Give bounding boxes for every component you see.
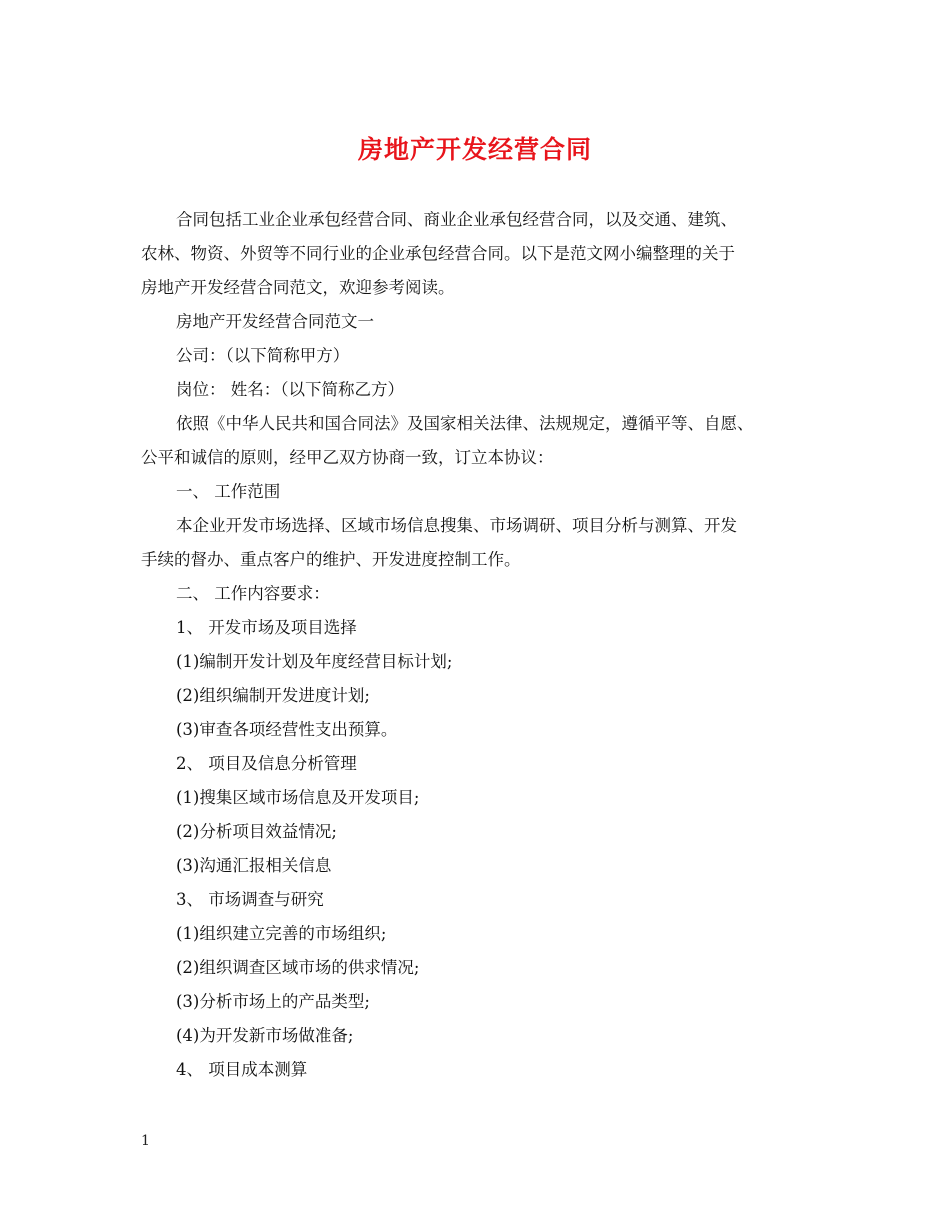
body-line: 依照《中华人民共和国合同法》及国家相关法律、法规规定，遵循平等、自愿、 [176, 414, 754, 433]
body-line: 本企业开发市场选择、区域市场信息搜集、市场调研、项目分析与测算、开发 [176, 516, 737, 535]
body-line: (1)搜集区域市场信息及开发项目; [176, 788, 420, 807]
body-line: 房地产开发经营合同范文一 [176, 312, 374, 331]
body-line: (1)组织建立完善的市场组织; [176, 924, 387, 943]
body-line: 2、 项目及信息分析管理 [176, 754, 357, 773]
body-line: (3)沟通汇报相关信息 [176, 856, 332, 875]
body-line: (1)编制开发计划及年度经营目标计划; [176, 652, 453, 671]
body-line: 一、 工作范围 [176, 482, 281, 501]
body-line: (3)审查各项经营性支出预算。 [176, 720, 398, 739]
body-line: 4、 项目成本测算 [176, 1060, 308, 1079]
body-line: 手续的督办、重点客户的维护、开发进度控制工作。 [141, 550, 521, 569]
body-line: (3)分析市场上的产品类型; [176, 992, 370, 1011]
body-line: 公平和诚信的原则，经甲乙双方协商一致，订立本协议： [141, 448, 554, 467]
body-line: 二、 工作内容要求： [176, 584, 330, 603]
body-line: (2)组织调查区域市场的供求情况; [176, 958, 420, 977]
body-line: 房地产开发经营合同范文，欢迎参考阅读。 [141, 278, 455, 297]
body-line: 岗位： 姓名：（以下简称乙方） [176, 380, 404, 399]
body-line: 1、 开发市场及项目选择 [176, 618, 357, 637]
page-number: 1 [141, 1133, 150, 1149]
body-line: 农林、物资、外贸等不同行业的企业承包经营合同。以下是范文网小编整理的关于 [141, 244, 735, 263]
body-line: (2)分析项目效益情况; [176, 822, 337, 841]
body-line: (2)组织编制开发进度计划; [176, 686, 370, 705]
body-line: 3、 市场调查与研究 [176, 890, 324, 909]
body-line: 公司：（以下简称甲方） [176, 346, 350, 365]
body-line: 合同包括工业企业承包经营合同、商业企业承包经营合同，以及交通、建筑、 [176, 210, 737, 229]
body-line: (4)为开发新市场做准备; [176, 1026, 354, 1045]
document-body [141, 203, 821, 1087]
document-title: 房地产开发经营合同 [357, 135, 592, 164]
